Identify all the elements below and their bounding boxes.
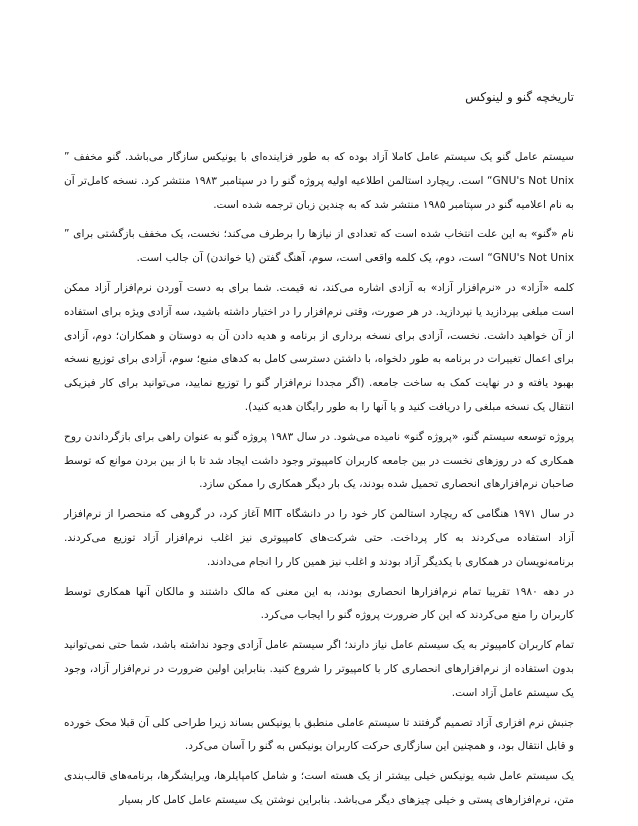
paragraph-unix-compatible: جنبش نرم افزاری آزاد تصمیم گرفتند تا سیستم عاملی منطبق با یونیکس بساند زیرا طراحی کلی آن قبلا محک خورده و قابل انتقال بود، و همچنین این سازگاری حرکت کاربران یونیکس به گنو را آسان می‌کرد. <box>64 716 574 753</box>
paragraph-stallman-mit: در سال ۱۹۷۱ هنگامی که ریچارد استالمن کار خود را در دانشگاه MIT آغاز کرد، در گروهی که منحصرا از نرم‌افزار آزاد استفاده می‌کردند به کار پرداخت. حتی شرکت‌های کامپیوتری نیز اغلب نرم‌افزار آزاد توزیع می‌کردند. برنامه‌نویسان در همکاری با یکدیگر آزاد بودند و اغلب نیز همین کار را انجام می‌دادند. <box>64 508 574 568</box>
document-title: تاریخچه گنو و لینوکس <box>465 90 574 104</box>
paragraph-1980s: در دهه ۱۹۸۰ تقریبا تمام نرم‌افزارها انحصاری بودند، به این معنی که مالک داشتند و مالکان آنها همکاری توسط کاربران را منع می‌کردند که این کار ضرورت پروژه گنو را ایجاب می‌کرد. <box>64 585 574 622</box>
paragraph-unix-like-system: یک سیستم عامل شبه یونیکس خیلی بیشتر از یک هسته است؛ و شامل کامپایلرها، ویرایشگرها، برنامه‌های قالب‌بندی متن، نرم‌افزارهای پستی و خیلی چیزهای دیگر می‌باشد. بنابراین نوشتن یک سیستم عامل کامل کار بسیار <box>64 770 574 806</box>
paragraph-os-need: تمام کاربران کامپیوتر به یک سیستم عامل نیاز دارند؛ اگر سیستم عامل آزادی وجود نداشته باشد، شما حتی نمی‌توانید بدون استفاده از نرم‌افزارهای انحصاری کار با کامپیوتر را شروع کنید. بنابراین اولین ضرورت در نرم‌افزار آزاد، وجود یک سیستم عامل آزاد است. <box>64 639 574 699</box>
paragraph-free-meaning: کلمه «آزاد» در «نرم‌افزار آزاد» به آزادی اشاره می‌کند، نه قیمت. شما برای به دست آوردن نرم‌افزار آزاد ممکن است مبلغی بپردازید یا نپردازید. در هر صورت، وقتی نرم‌افزار را در اختیار داشته باشید، سه آزادی ویژه برای استفاده از آن خواهید داشت. نخست، آزادی برای نسخه برداری از برنامه و هدیه دادن آن به دوستان و همکاران؛ دوم، آزادی برای اعمال تغییرات در برنامه به طور دلخواه، با داشتن دسترسی کامل به کدهای منبع؛ سوم، آزادی برای توزیع نسخه بهبود یافته و در نهایت کمک به ساخت جامعه. (اگر مجددا نرم‌افزار گنو را توزیع نمایید، می‌توانید برای کار فیزیکی انتقال یک نسخه مبلغی را دریافت کنید و یا آنها را به طور رایگان هدیه کنید). <box>64 281 574 413</box>
paragraph-gnu-name: نام «گنو» به این علت انتخاب شده است که تعدادی از نیازها را برطرف می‌کند؛ نخست، یک مخفف بازگشتی برای ” GNU's Not Unix“ است، دوم، یک کلمه واقعی است، سوم، آهنگ گفتن (یا خواندن) آن جالب است. <box>64 228 574 265</box>
paragraph-gnu-intro: سیستم عامل گنو یک سیستم عامل کاملا آزاد بوده که به طور فزاینده‌ای با یونیکس سازگار می‌باشد. گنو مخفف ” GNU's Not Unix“ است. ریچارد استالمن اطلاعیه اولیه پروژه گنو را در سپتامبر ۱۹۸۳ منتشر کرد. نسخه کامل‌تر آن به نام اعلامیه گنو در سپتامبر ۱۹۸۵ منتشر شد که به چندین زبان ترجمه شده است. <box>64 151 575 211</box>
paragraph-gnu-project: پروژه توسعه سیستم گنو، «پروژه گنو» نامیده می‌شود. در سال ۱۹۸۳ پروژه گنو به عنوان راهی برای بازگرداندن روح همکاری که در روزهای نخست در بین جامعه کاربران کامپیوتر وجود داشت ایجاد شد تا با از بین بردن موانع که توسط صاحبان نرم‌افزارهای انحصاری تحمیل شده بودند، یک بار دیگر همکاری را ممکن سازد. <box>64 430 574 491</box>
